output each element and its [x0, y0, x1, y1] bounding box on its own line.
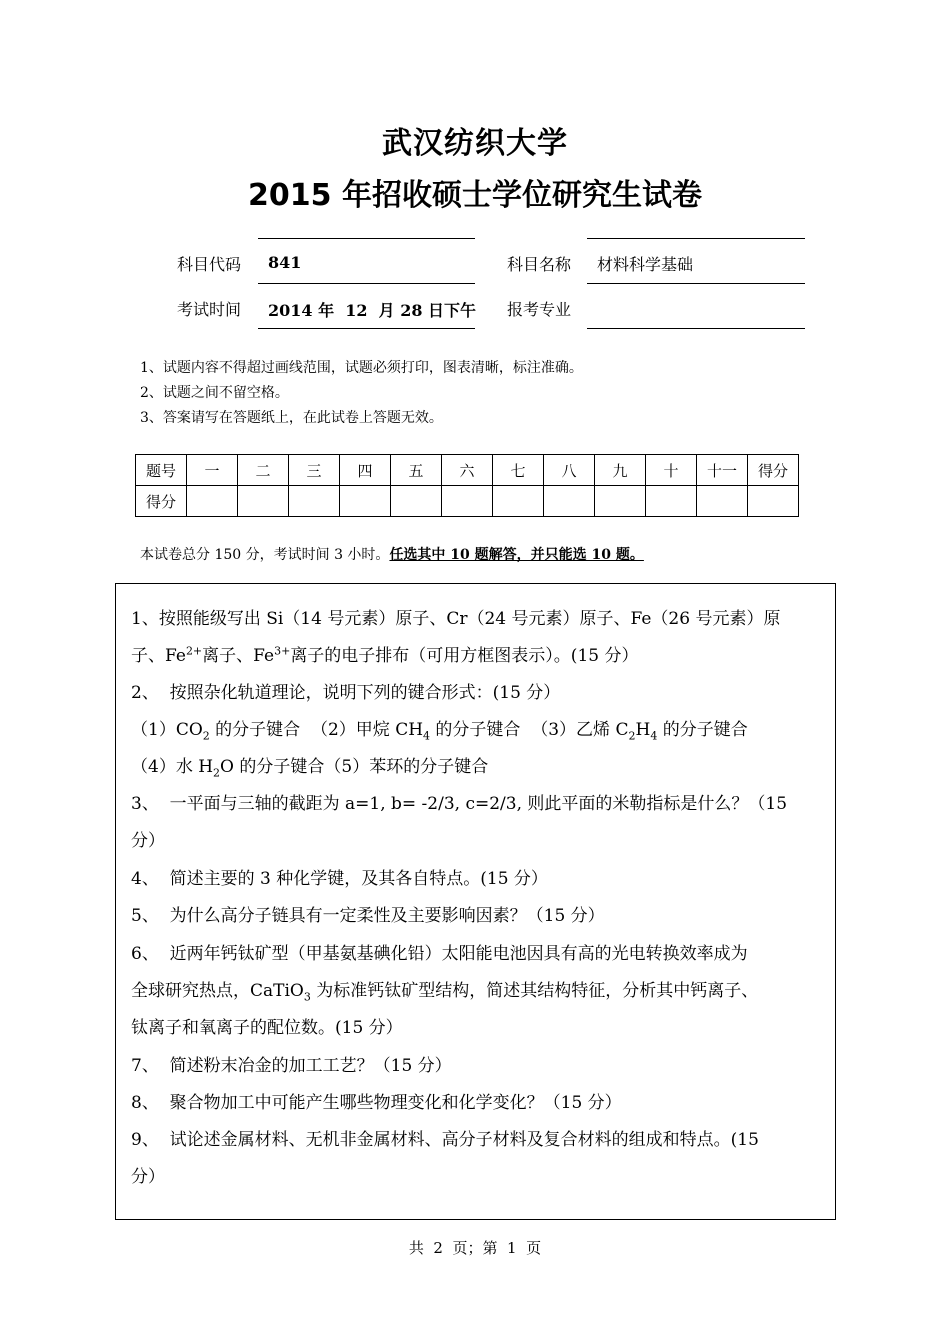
score-table-header-row [136, 455, 799, 486]
question-2-items-1: $(1)CO_2$ 的分子键合 （2）甲烷 $CH_4$ 的分子键合 （3）乙烯 $C_2H_4$ 的分子键合 [131, 720, 748, 743]
note-3: 3、答案请写在答题纸上，在此试卷上答题无效。 [140, 410, 443, 426]
question-2-items-2: （4）水 $H_2O$ 的分子键合（5）苯环的分子键合 [131, 757, 489, 780]
subject-code-label: 科目代码 [177, 255, 242, 274]
question-3-line-2: 分） [131, 831, 165, 851]
major-bottom-rule [587, 328, 805, 329]
exam-title: 2015 年招收硕士学位研究生试卷 [248, 178, 702, 213]
score-cell [238, 486, 289, 517]
score-cell [748, 486, 799, 517]
score-col-2: 二 [238, 455, 289, 486]
exam-notes [140, 356, 583, 431]
score-cell [187, 486, 238, 517]
exam-time-value: 2014 年 12 月 28 日下午 [268, 301, 477, 320]
subject-name-value: 材料科学基础 [597, 255, 694, 274]
note-2: 2、试题之间不留空格。 [140, 385, 289, 401]
page-footer: 共 2 页；第 1 页 [408, 1239, 542, 1257]
summary-text: 本试卷总分 150 分，考试时间 3 小时。 [140, 547, 390, 563]
score-col-11: 十一 [697, 455, 748, 486]
question-2: 2、 按照杂化轨道理论，说明下列的键合形式：(15 分） [131, 683, 561, 703]
score-col-7: 七 [493, 455, 544, 486]
score-table [135, 454, 799, 517]
score-cell [289, 486, 340, 517]
score-col-total: 得分 [748, 455, 799, 486]
score-table-row-label: 题号 [136, 455, 187, 486]
question-7: 7、 简述粉末冶金的加工工艺？（15 分） [131, 1056, 452, 1076]
note-1: 1、试题内容不得超过画线范围，试题必须打印，图表清晰，标注准确。 [140, 360, 583, 376]
score-col-10: 十 [646, 455, 697, 486]
score-cell [442, 486, 493, 517]
question-5: 5、 为什么高分子链具有一定柔性及主要影响因素？（15 分） [131, 906, 605, 926]
exam-time-label: 考试时间 [177, 300, 242, 319]
subject-name-label: 科目名称 [507, 255, 572, 274]
university-title: 武汉纺织大学 [382, 126, 568, 161]
score-col-9: 九 [595, 455, 646, 486]
question-6-line-3: 钛离子和氧离子的配位数。(15 分） [131, 1018, 403, 1038]
score-cell [595, 486, 646, 517]
exam-summary [140, 544, 644, 564]
question-1-line-1: 1、按照能级写出 Si（14 号元素）原子、Cr（24 号元素）原子、Fe（26 号元素）原 [131, 609, 781, 629]
major-label: 报考专业 [507, 300, 572, 319]
question-6-line-1: 6、 近两年钙钛矿型（甲基氨基碘化铅）太阳能电池因具有高的光电转换效率成为 [131, 944, 748, 964]
score-col-5: 五 [391, 455, 442, 486]
score-col-3: 三 [289, 455, 340, 486]
summary-emphasis: 任选其中 10 题解答，并只能选 10 题。 [389, 547, 644, 563]
score-table-score-row [136, 486, 799, 517]
score-col-1: 一 [187, 455, 238, 486]
subject-code-value: 841 [268, 253, 302, 272]
score-cell [493, 486, 544, 517]
question-3-line-1: 3、 一平面与三轴的截距为 a=1, b= -2/3, c=2/3, 则此平面的米勒指标是什么？（15 [131, 794, 788, 814]
question-9-line-2: 分） [131, 1167, 165, 1187]
exam-time-bottom-rule [258, 328, 475, 329]
score-cell [340, 486, 391, 517]
subject-code-top-rule [258, 238, 475, 239]
question-8: 8、 聚合物加工中可能产生哪些物理变化和化学变化？（15 分） [131, 1093, 622, 1113]
question-1-line-2: 子、$Fe^{2+}$离子、$Fe^{3+}$离子的电子排布（可用方框图表示）。(15 分） [131, 644, 639, 666]
score-col-8: 八 [544, 455, 595, 486]
subject-name-top-rule [587, 238, 805, 239]
question-9-line-1: 9、 试论述金属材料、无机非金属材料、高分子材料及复合材料的组成和特点。(15 [131, 1130, 759, 1150]
subject-code-bottom-rule [258, 283, 475, 284]
score-cell [646, 486, 697, 517]
question-4: 4、 简述主要的 3 种化学键，及其各自特点。(15 分） [131, 869, 548, 889]
subject-name-bottom-rule [587, 283, 805, 284]
score-col-6: 六 [442, 455, 493, 486]
score-col-4: 四 [340, 455, 391, 486]
question-6-line-2: 全球研究热点，CaTiO$_3$ 为标准钙钛矿型结构，简述其结构特征，分析其中钙离子、 [131, 981, 759, 1004]
score-cell [544, 486, 595, 517]
score-row-label: 得分 [136, 486, 187, 517]
score-cell [697, 486, 748, 517]
score-cell [391, 486, 442, 517]
